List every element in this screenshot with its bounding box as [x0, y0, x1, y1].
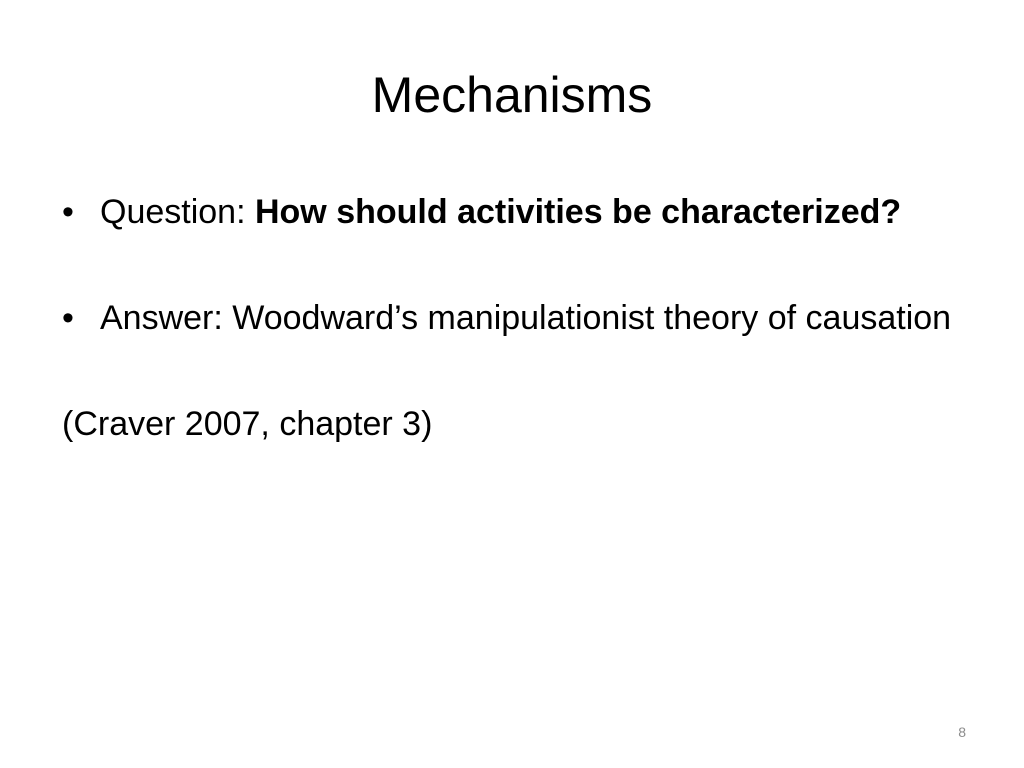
- answer-text: Answer: Woodward’s manipulationist theory of causation: [100, 299, 952, 337]
- bullet-point-icon: •: [62, 193, 74, 231]
- slide-content: [62, 188, 962, 482]
- bullet-item-question: [62, 188, 962, 236]
- question-text: How should activities be characterized?: [254, 193, 902, 231]
- slide-title: Mechanisms: [371, 67, 653, 123]
- slide-number: 8: [958, 724, 966, 740]
- question-label: Question:: [100, 193, 255, 231]
- bullet-item-answer: [62, 294, 962, 342]
- bullet-point-icon: •: [62, 299, 74, 337]
- citation-text: (Craver 2007, chapter 3): [62, 405, 433, 443]
